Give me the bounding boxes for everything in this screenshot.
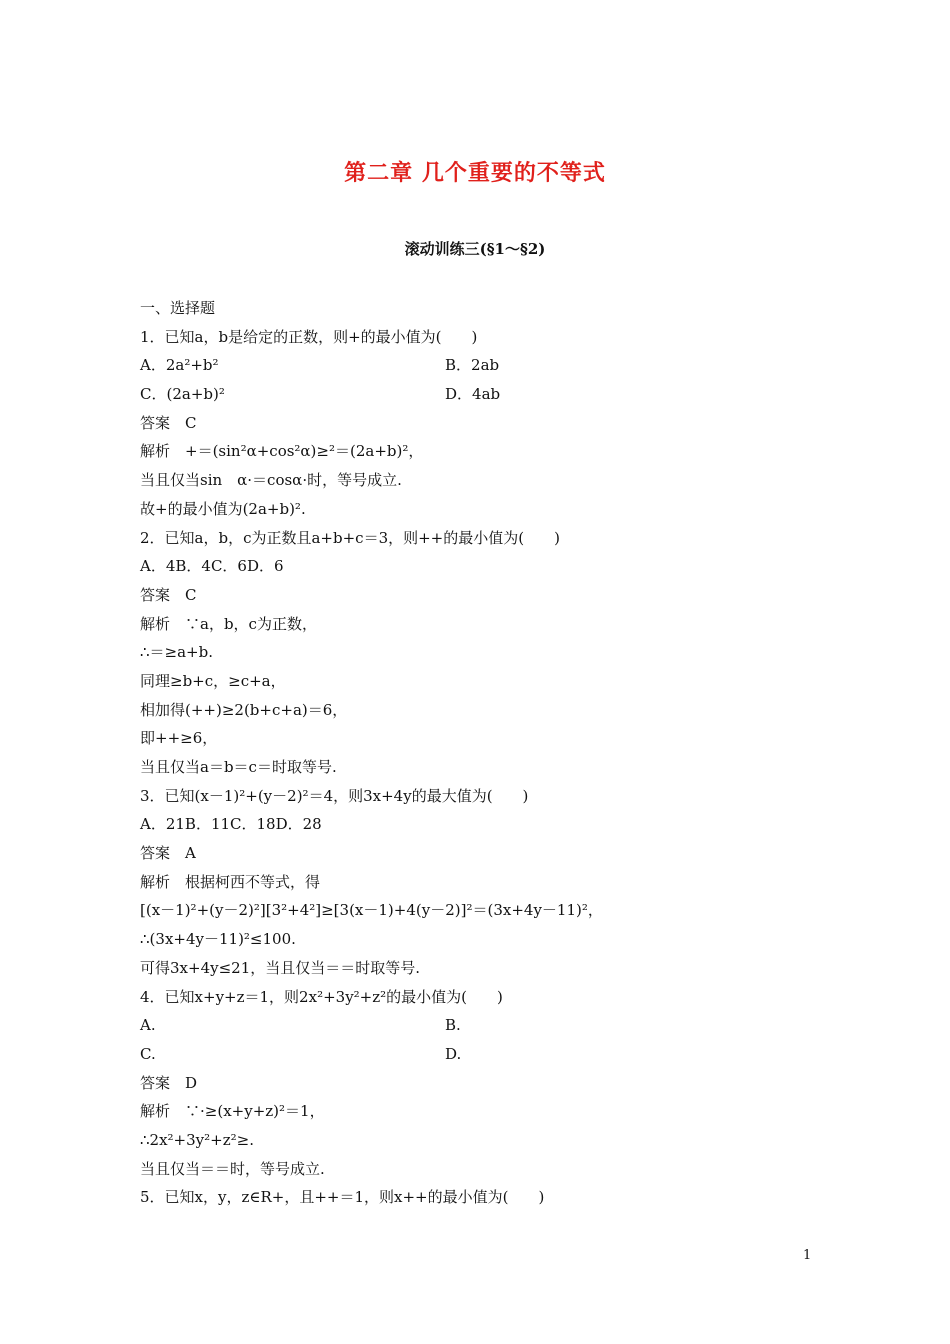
option-left: C. (140, 1044, 156, 1063)
text-line: 5．已知x，y，z∈R+，且++＝1，则x++的最小值为( ) (140, 1188, 545, 1207)
text-line: 当且仅当sin α·＝cosα·时，等号成立. (140, 471, 402, 490)
option-left: A．2a²+b² (140, 356, 219, 375)
text-line: A．4B．4C．6D．6 (140, 557, 284, 576)
text-line: 解析 +＝(sin²α+cos²α)≥²＝(2a+b)²， (140, 442, 424, 461)
text-line: 可得3x+4y≤21，当且仅当＝＝时取等号. (140, 958, 421, 977)
text-line: 解析 ∵·≥(x+y+z)²＝1， (140, 1102, 325, 1121)
text-line: A．21B．11C．18D．28 (140, 815, 322, 834)
option-right: B. (445, 1016, 461, 1035)
text-line: 2．已知a，b，c为正数且a+b+c＝3，则++的最小值为( ) (140, 528, 560, 547)
text-line: 即++≥6， (140, 729, 218, 748)
page-number: 1 (803, 1248, 812, 1263)
option-right: D．4ab (445, 385, 501, 404)
text-line: 答案 C (140, 413, 197, 432)
text-line: [(x－1)²+(y－2)²][3²+4²]≥[3(x－1)+4(y－2)]²＝(3x+4y－11)²， (140, 901, 603, 920)
text-line: 当且仅当a＝b＝c＝时取等号. (140, 758, 337, 776)
text-line: 解析 ∵a，b，c为正数， (140, 614, 317, 633)
text-line: 同理≥b+c，≥c+a， (140, 671, 286, 690)
question-lines (140, 323, 840, 1212)
option-row (140, 380, 840, 409)
text-line: 解析 根据柯西不等式，得 (140, 872, 321, 891)
option-left: A. (140, 1016, 156, 1035)
text-line: 4．已知x+y+z＝1，则2x²+3y²+z²的最小值为( ) (140, 987, 503, 1006)
text-line: 当且仅当＝＝时，等号成立. (140, 1159, 325, 1178)
exercise-subtitle: 滚动训练三(§1～§2) (404, 240, 546, 258)
text-line: 1．已知a，b是给定的正数，则+的最小值为( ) (140, 327, 478, 346)
option-row (140, 1011, 840, 1040)
text-line: 答案 C (140, 585, 197, 604)
option-right: B．2ab (445, 356, 500, 375)
text-line: 3．已知(x－1)²+(y－2)²＝4，则3x+4y的最大值为( ) (140, 786, 529, 805)
text-line: ∴2x²+3y²+z²≥. (140, 1130, 254, 1149)
text-line: ∴(3x+4y－11)²≤100. (140, 930, 296, 949)
option-row (140, 351, 840, 380)
text-line: 故+的最小值为(2a+b)². (140, 499, 306, 518)
document-body (140, 294, 840, 1212)
text-line: 相加得(++)≥2(b+c+a)＝6， (140, 700, 348, 719)
chapter-title: 第二章 几个重要的不等式 (344, 160, 606, 186)
text-line: 答案 A (140, 844, 196, 863)
section-heading: 一、选择题 (140, 299, 216, 317)
option-right: D. (445, 1044, 462, 1063)
text-line: 答案 D (140, 1073, 198, 1092)
text-line: ∴＝≥a+b. (140, 643, 213, 662)
option-row (140, 1040, 840, 1069)
option-left: C．(2a+b)² (140, 385, 225, 404)
